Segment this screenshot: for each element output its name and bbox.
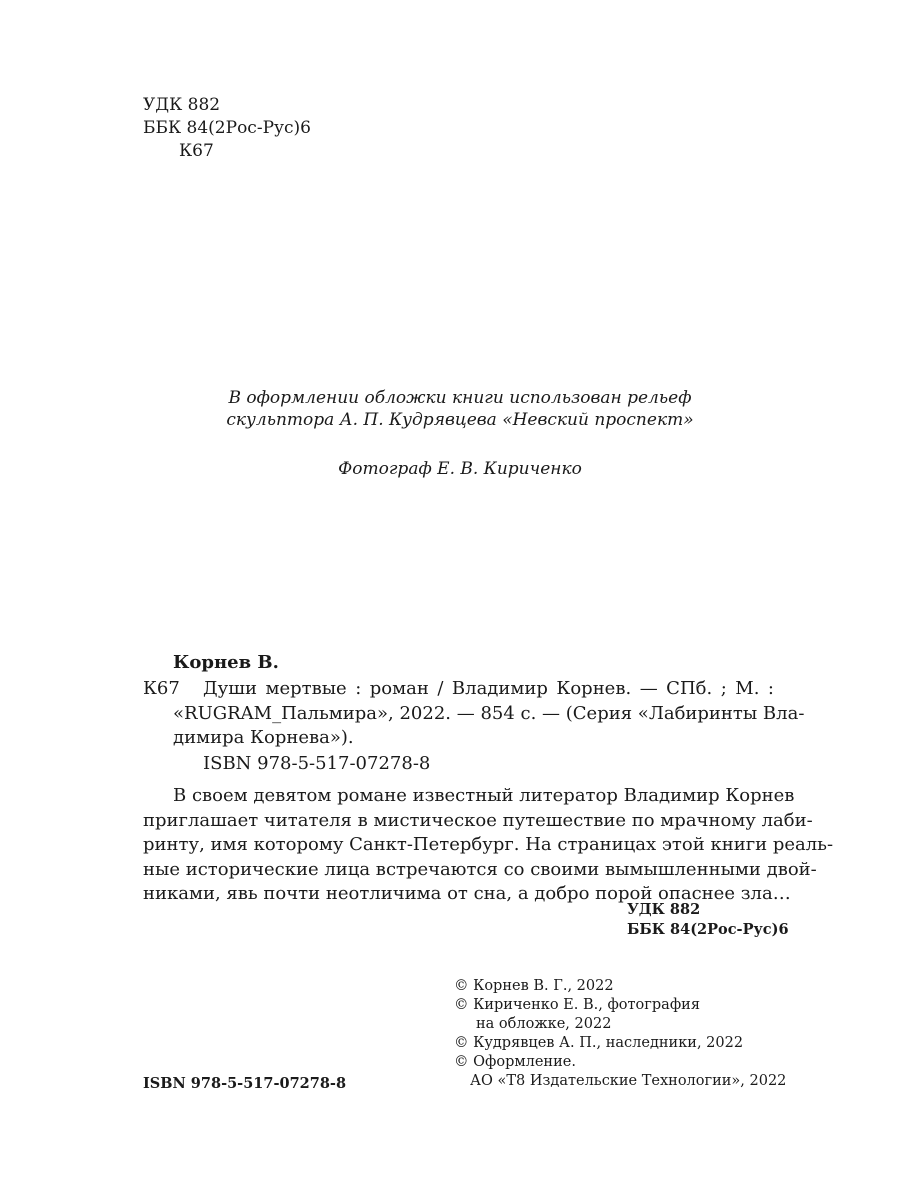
card-desc-line-3: димира Корнева»). <box>173 727 354 748</box>
cover-note-line-1: В оформлении обложки книги использован рельеф <box>228 388 692 408</box>
cover-note-line-2: скульптора А. П. Кудрявцева «Невский проспект» <box>226 410 694 430</box>
card-desc-line-1: Души мертвые : роман / Владимир Корнев. — СПб. ; М. : <box>203 678 774 699</box>
annotation-line-1: В своем девятом романе известный литератор Владимир Корнев <box>173 785 795 806</box>
annotation-line-2: приглашает читателя в мистическое путешествие по мрачному лаби- <box>143 809 813 831</box>
copyright-line-1: © Корнев В. Г., 2022 <box>454 978 614 994</box>
card-isbn: ISBN 978-5-517-07278-8 <box>203 753 431 774</box>
annotation-line-4: ные исторические лица встречаются со своими вымышленными двой- <box>143 858 817 880</box>
udk-top: УДК 882 <box>143 95 221 115</box>
copyright-line-6: АО «Т8 Издательские Технологии», 2022 <box>470 1073 787 1089</box>
card-description <box>143 677 805 751</box>
photographer-credit: Фотограф Е. В. Кириченко <box>338 459 582 479</box>
card-desc-line-2: «RUGRAM_Пальмира», 2022. — 854 с. — (Серия «Лабиринты Вла- <box>173 702 805 724</box>
copyright-block <box>454 977 786 1091</box>
card-udk: УДК 882 <box>627 901 701 918</box>
copyright-line-2: © Кириченко Е. В., фотография <box>454 997 700 1013</box>
cover-note <box>200 387 720 431</box>
author-mark-top: К67 <box>179 141 214 161</box>
footer-isbn: ISBN 978-5-517-07278-8 <box>143 1075 347 1092</box>
bbk-top: ББК 84(2Рос-Рус)6 <box>143 118 311 138</box>
card-mark: К67 <box>143 678 180 699</box>
copyright-line-5: © Оформление. <box>454 1054 576 1070</box>
card-annotation <box>143 784 834 907</box>
copyright-line-3: на обложке, 2022 <box>476 1016 612 1032</box>
annotation-line-3: ринту, имя которому Санкт-Петербург. На страницах этой книги реаль- <box>143 834 834 855</box>
card-bbk: ББК 84(2Рос-Рус)6 <box>627 921 789 938</box>
copyright-line-4: © Кудрявцев А. П., наследники, 2022 <box>454 1035 744 1051</box>
annotation-line-5: никами, явь почти неотличима от сна, а добро порой опаснее зла… <box>143 883 791 904</box>
card-author: Корнев В. <box>173 652 279 673</box>
